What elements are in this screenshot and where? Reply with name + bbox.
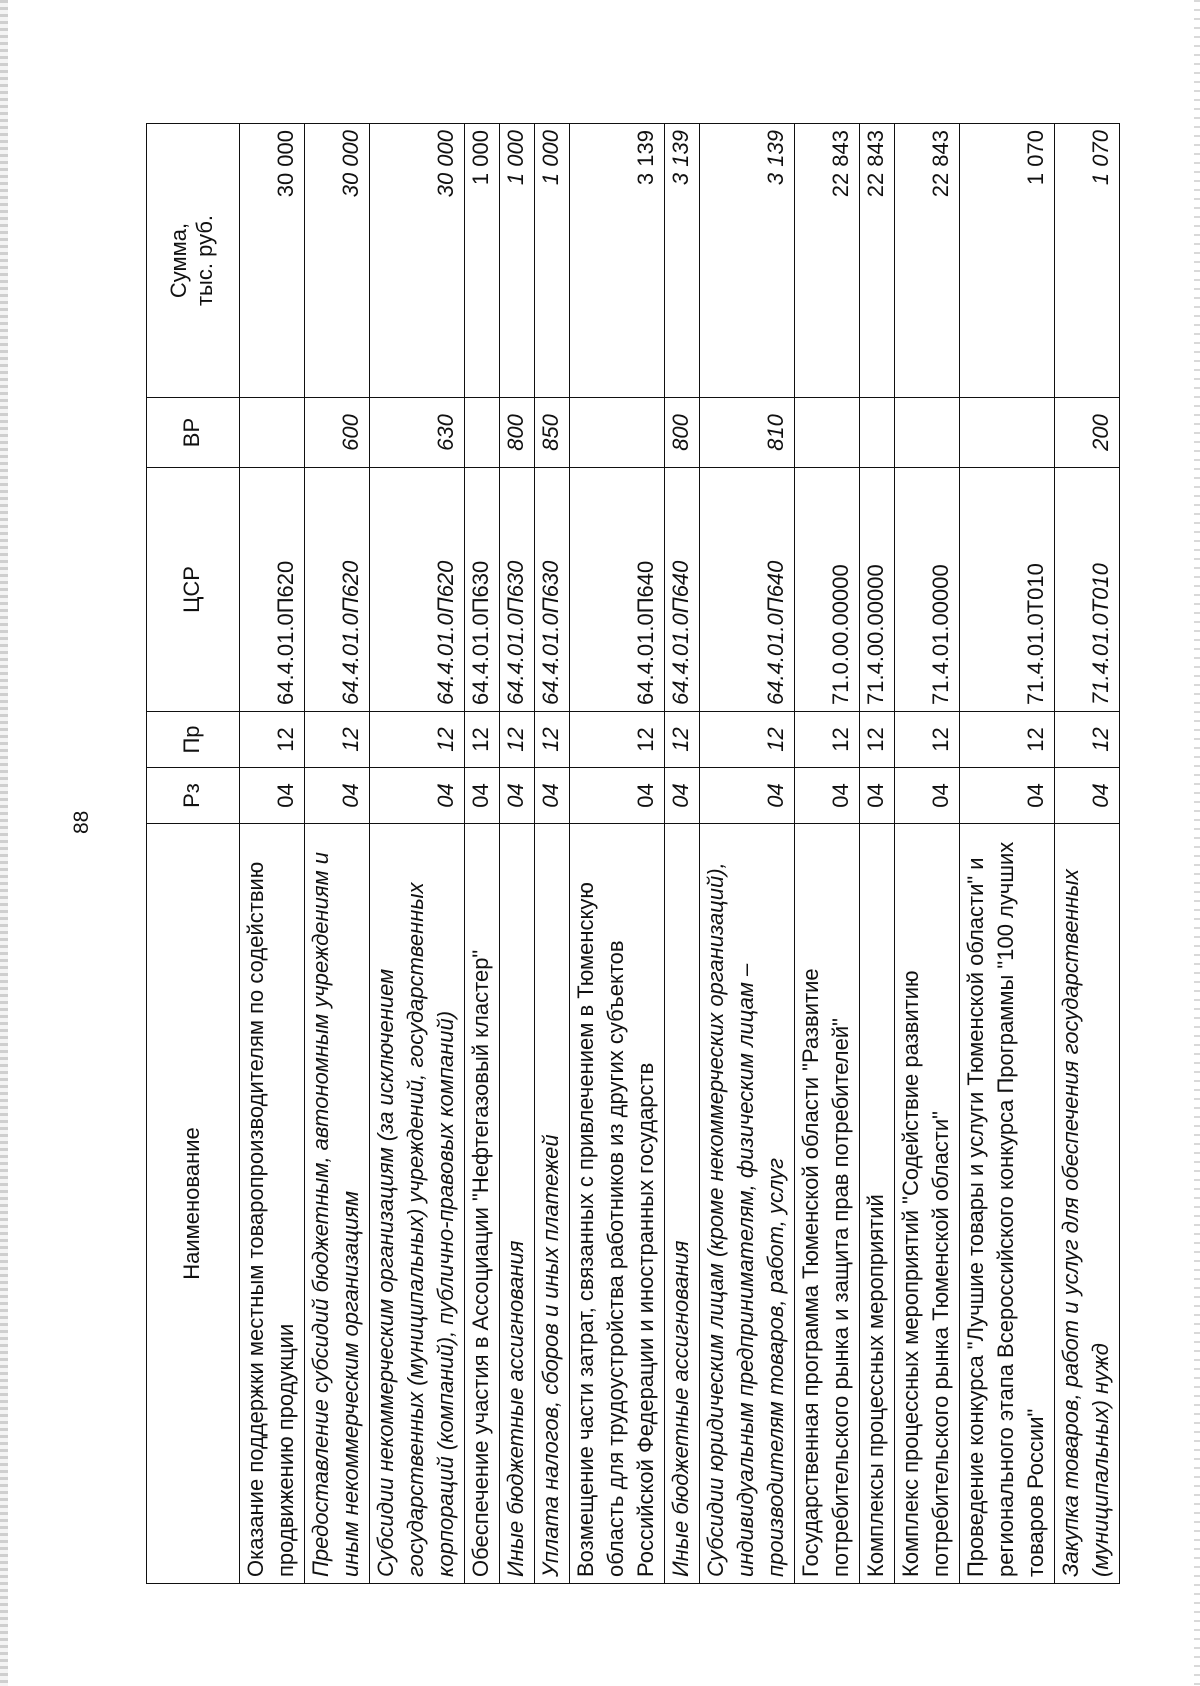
- header-rz: Рз: [147, 768, 240, 824]
- cell-csr: 64.4.01.0П620: [370, 468, 465, 712]
- table-row: [535, 124, 570, 1584]
- cell-rz: 04: [895, 768, 960, 824]
- cell-vr: [860, 398, 895, 468]
- header-sum-line1: Сумма,: [166, 222, 191, 299]
- scan-edge-left: [0, 0, 8, 1686]
- cell-name: Субсидии некоммерческим организациям (за исключением государственных (муниципальных) учреждений, государственных корпораций (компаний), публично-правовых компаний): [370, 824, 465, 1584]
- cell-csr: 71.4.00.00000: [860, 468, 895, 712]
- cell-pr: 12: [535, 712, 570, 768]
- table-row: [895, 124, 960, 1584]
- table-header-row: [147, 124, 240, 1584]
- cell-rz: 04: [795, 768, 860, 824]
- cell-csr: 64.4.01.0П640: [665, 468, 700, 712]
- cell-rz: 04: [465, 768, 500, 824]
- cell-pr: 12: [960, 712, 1055, 768]
- table-row: [465, 124, 500, 1584]
- header-csr: ЦСР: [147, 468, 240, 712]
- header-pr: Пр: [147, 712, 240, 768]
- cell-pr: 12: [860, 712, 895, 768]
- scan-edge-right: [1194, 0, 1200, 1686]
- cell-csr: 64.4.01.0П640: [570, 468, 665, 712]
- cell-sum: 30 000: [240, 124, 305, 398]
- cell-csr: 71.4.01.0Т010: [1055, 468, 1120, 712]
- cell-sum: 22 843: [860, 124, 895, 398]
- cell-csr: 64.4.01.0П630: [500, 468, 535, 712]
- cell-vr: 850: [535, 398, 570, 468]
- cell-rz: 04: [570, 768, 665, 824]
- cell-sum: 1 000: [465, 124, 500, 398]
- cell-rz: 04: [700, 768, 795, 824]
- cell-sum: 22 843: [795, 124, 860, 398]
- cell-csr: 64.4.01.0П630: [535, 468, 570, 712]
- header-sum: [147, 124, 240, 398]
- cell-name: Оказание поддержки местным товаропроизводителям по содействию продвижению продукции: [240, 824, 305, 1584]
- cell-vr: [795, 398, 860, 468]
- cell-name: Государственная программа Тюменской области "Развитие потребительского рынка и защита прав потребителей": [795, 824, 860, 1584]
- cell-pr: 12: [665, 712, 700, 768]
- header-name: Наименование: [147, 824, 240, 1584]
- cell-sum: 3 139: [570, 124, 665, 398]
- cell-vr: [570, 398, 665, 468]
- cell-vr: [465, 398, 500, 468]
- cell-vr: 800: [500, 398, 535, 468]
- cell-rz: 04: [860, 768, 895, 824]
- cell-csr: 71.4.01.00000: [895, 468, 960, 712]
- cell-pr: 12: [895, 712, 960, 768]
- cell-rz: 04: [1055, 768, 1120, 824]
- page-number: 88: [70, 810, 93, 834]
- cell-sum: 30 000: [370, 124, 465, 398]
- cell-vr: 200: [1055, 398, 1120, 468]
- cell-name: Иные бюджетные ассигнования: [500, 824, 535, 1584]
- cell-pr: 12: [240, 712, 305, 768]
- cell-vr: 810: [700, 398, 795, 468]
- cell-pr: 12: [500, 712, 535, 768]
- table-row: [305, 124, 370, 1584]
- cell-sum: 1 000: [535, 124, 570, 398]
- table-row: [370, 124, 465, 1584]
- cell-rz: 04: [535, 768, 570, 824]
- table-row: [860, 124, 895, 1584]
- table-row: [240, 124, 305, 1584]
- cell-sum: 3 139: [665, 124, 700, 398]
- cell-rz: 04: [370, 768, 465, 824]
- table-row: [570, 124, 665, 1584]
- cell-vr: 630: [370, 398, 465, 468]
- cell-name: Предоставление субсидий бюджетным, автономным учреждениям и иным некоммерческим организациям: [305, 824, 370, 1584]
- rotated-document: [146, 124, 1113, 1584]
- table-body: [240, 124, 1120, 1584]
- table-row: [665, 124, 700, 1584]
- cell-rz: 04: [305, 768, 370, 824]
- cell-csr: 64.4.01.0П620: [240, 468, 305, 712]
- cell-sum: 3 139: [700, 124, 795, 398]
- cell-sum: 1 000: [500, 124, 535, 398]
- budget-table: [146, 123, 1120, 1584]
- cell-rz: 04: [665, 768, 700, 824]
- cell-name: Возмещение части затрат, связанных с привлечением в Тюменскую область для трудоустройства работников из других субъектов Российской Федерации и иностранных государств: [570, 824, 665, 1584]
- cell-pr: 12: [370, 712, 465, 768]
- cell-rz: 04: [960, 768, 1055, 824]
- cell-name: Иные бюджетные ассигнования: [665, 824, 700, 1584]
- table-row: [795, 124, 860, 1584]
- cell-name: Комплекс процессных мероприятий "Содействие развитию потребительского рынка Тюменской области": [895, 824, 960, 1584]
- cell-pr: 12: [570, 712, 665, 768]
- table-row: [500, 124, 535, 1584]
- table-row: [700, 124, 795, 1584]
- cell-pr: 12: [465, 712, 500, 768]
- cell-vr: 800: [665, 398, 700, 468]
- cell-sum: 1 070: [960, 124, 1055, 398]
- cell-vr: 600: [305, 398, 370, 468]
- cell-csr: 71.0.00.00000: [795, 468, 860, 712]
- header-vr: ВР: [147, 398, 240, 468]
- cell-pr: 12: [795, 712, 860, 768]
- cell-name: Закупка товаров, работ и услуг для обеспечения государственных (муниципальных) нужд: [1055, 824, 1120, 1584]
- table-row: [960, 124, 1055, 1584]
- cell-pr: 12: [305, 712, 370, 768]
- cell-vr: [895, 398, 960, 468]
- cell-sum: 30 000: [305, 124, 370, 398]
- cell-name: Субсидии юридическим лицам (кроме некоммерческих организаций), индивидуальным предпринимателям, физическим лицам – производителям товаров, работ, услуг: [700, 824, 795, 1584]
- cell-rz: 04: [500, 768, 535, 824]
- cell-name: Уплата налогов, сборов и иных платежей: [535, 824, 570, 1584]
- cell-name: Комплексы процессных мероприятий: [860, 824, 895, 1584]
- cell-pr: 12: [700, 712, 795, 768]
- cell-name: Обеспечение участия в Ассоциации "Нефтегазовый кластер": [465, 824, 500, 1584]
- cell-vr: [960, 398, 1055, 468]
- cell-name: Проведение конкурса "Лучшие товары и услуги Тюменской области" и регионального этапа Всероссийского конкурса Программы "100 лучших товаров России": [960, 824, 1055, 1584]
- cell-vr: [240, 398, 305, 468]
- header-sum-line2: тыс. руб.: [192, 214, 217, 307]
- cell-sum: 1 070: [1055, 124, 1120, 398]
- cell-pr: 12: [1055, 712, 1120, 768]
- cell-sum: 22 843: [895, 124, 960, 398]
- cell-csr: 64.4.01.0П630: [465, 468, 500, 712]
- cell-csr: 64.4.01.0П640: [700, 468, 795, 712]
- cell-rz: 04: [240, 768, 305, 824]
- cell-csr: 71.4.01.0Т010: [960, 468, 1055, 712]
- cell-csr: 64.4.01.0П620: [305, 468, 370, 712]
- table-row: [1055, 124, 1120, 1584]
